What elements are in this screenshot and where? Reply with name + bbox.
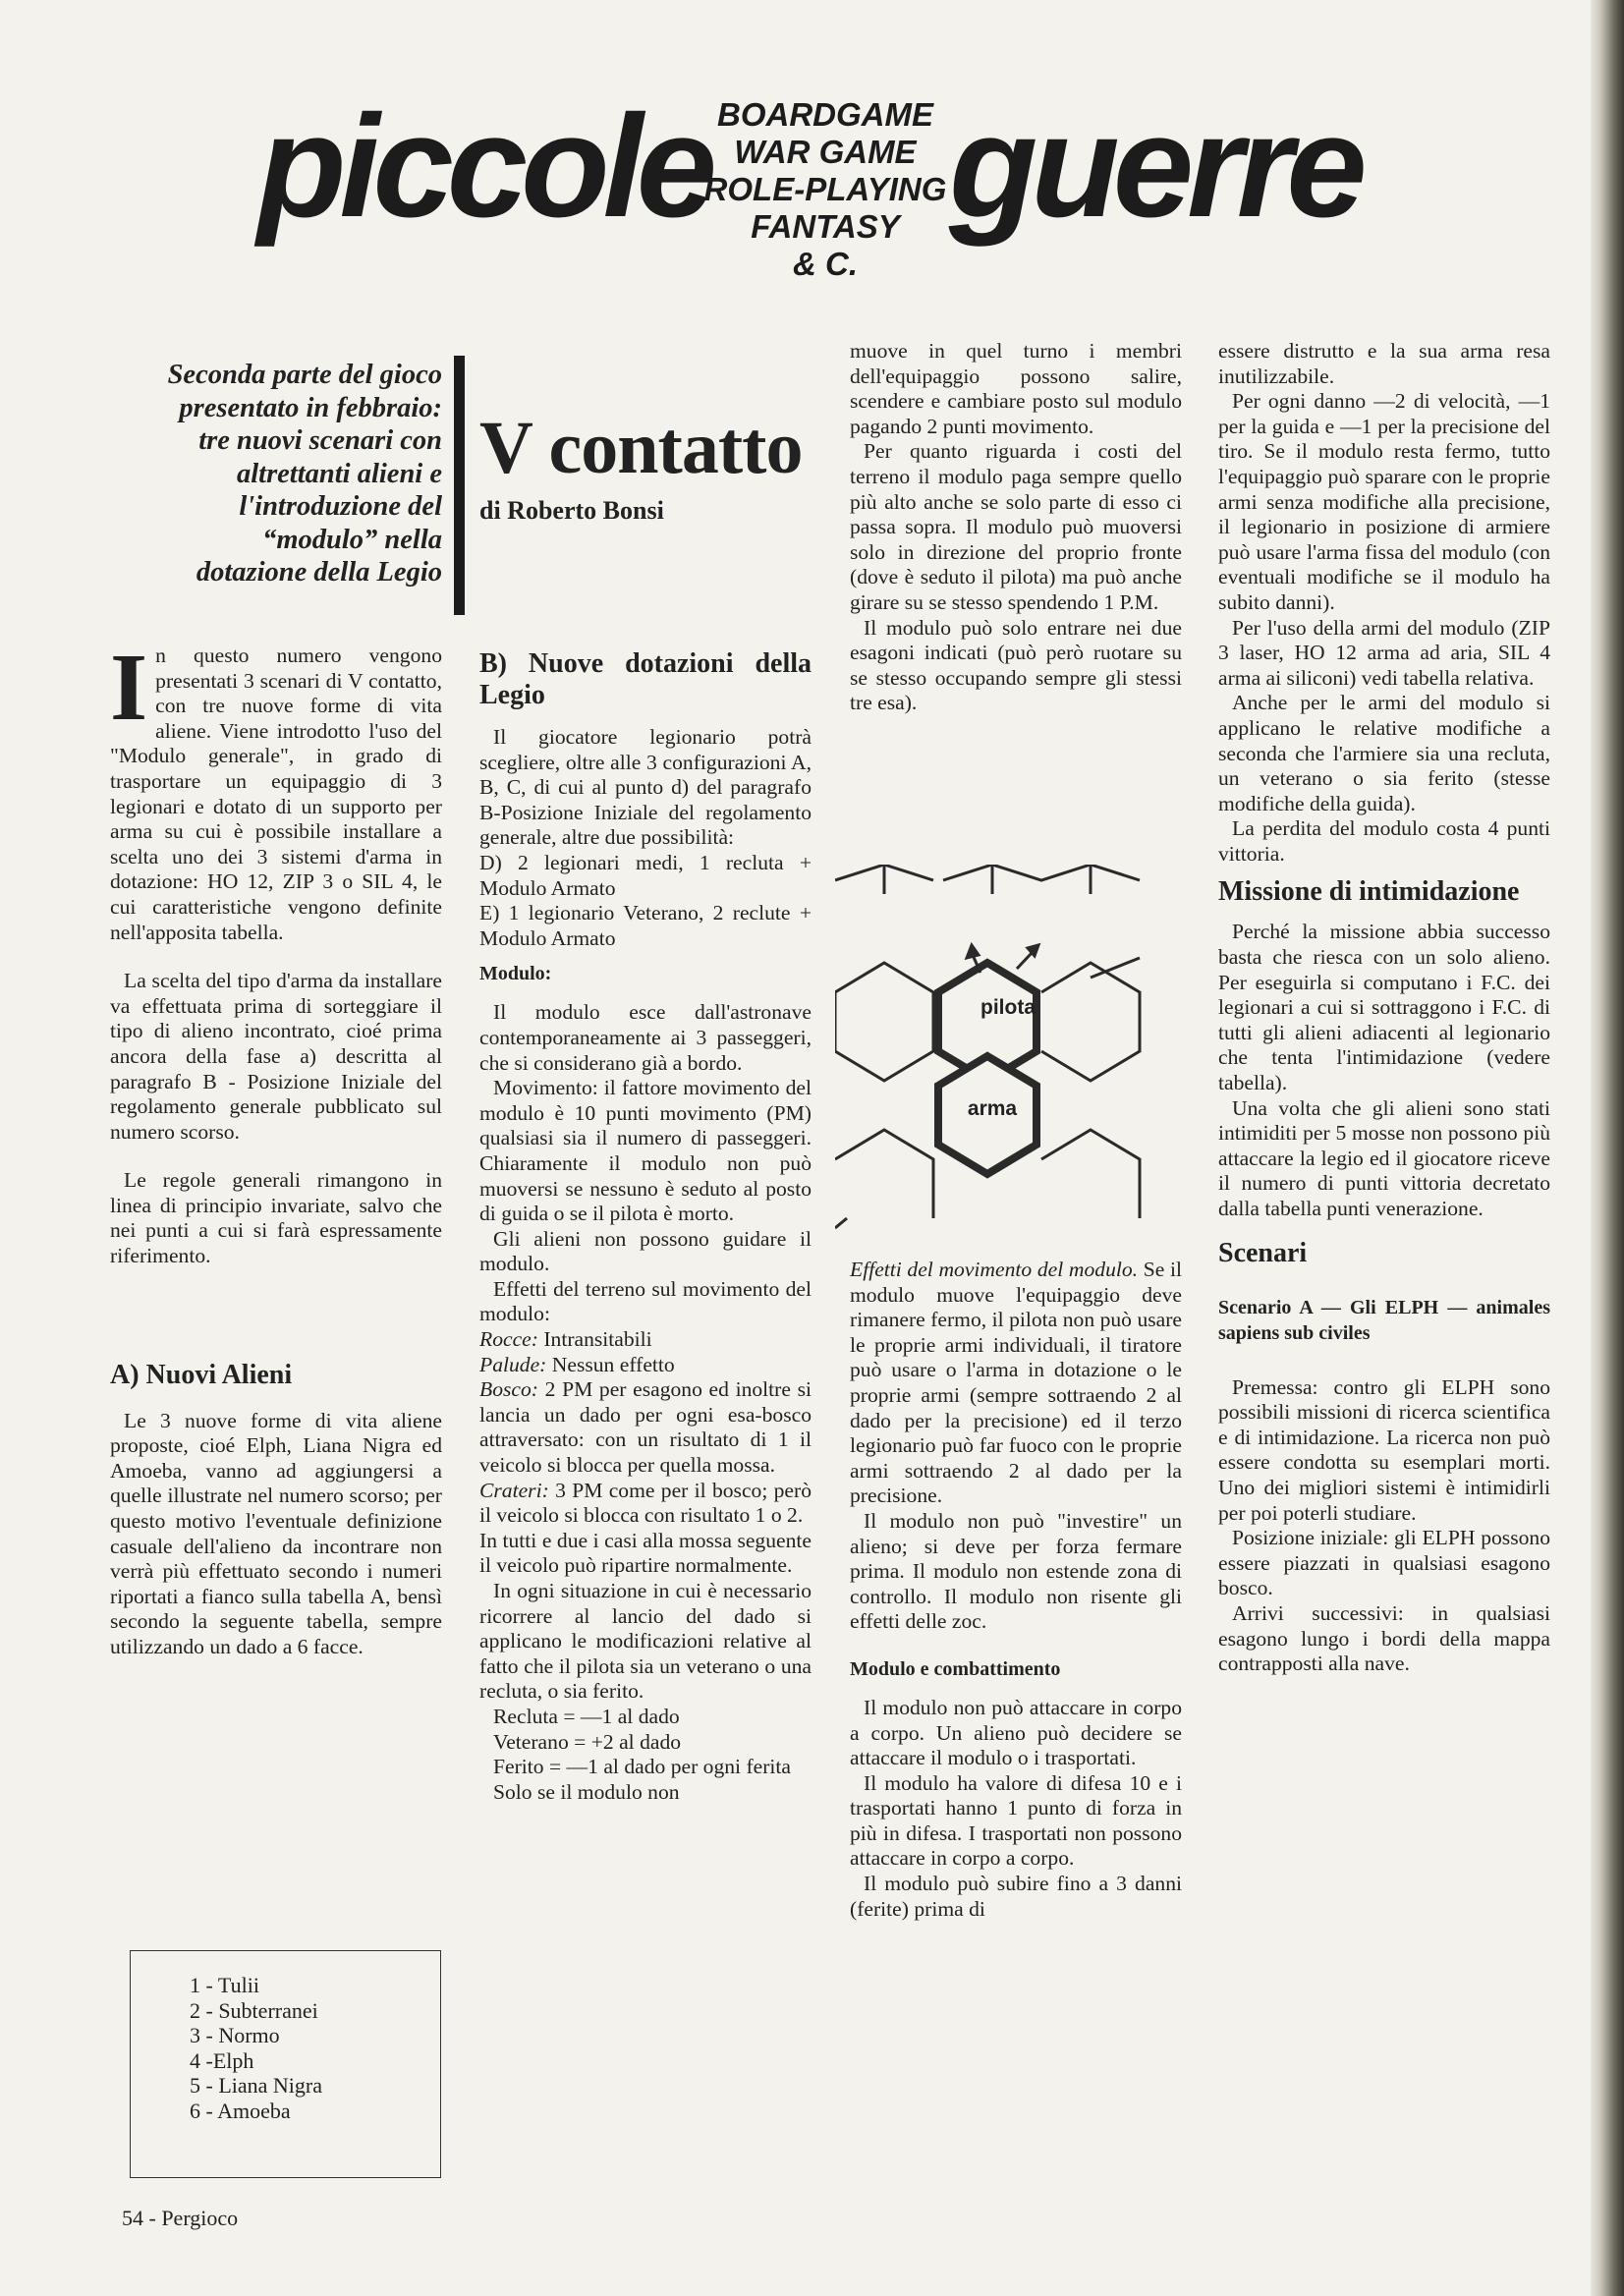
header-category-tags [678,96,973,283]
page-footer: 54 - Pergioco [122,2206,239,2230]
header-title-left: piccole [257,85,710,248]
col3-paragraph: Il modulo può solo entrare nei due esagoni indicati (può però ruotare su se stesso occupando sempre gli stessi tre esa). [850,615,1182,715]
intro-divider-bar [454,356,465,615]
column-3-lower [850,1258,1182,1922]
col2-paragraph: In tutti e due i casi alla mossa seguente il veicolo può ripartire normalmente. [479,1528,812,1578]
diagram-caption: Effetti del movimento del modulo. [850,1258,1139,1281]
col1-paragraph: La scelta del tipo d'arma da installare va effettuata prima di sorteggiare il tipo di alieno incontrato, cioé prima ancora della fase a) descritta al paragrafo B - Posizione Iniziale del regolamento generale pubblicato sul numero scorso. [110,969,442,1144]
section-heading-modulo: Modulo: [479,963,552,985]
col3-paragraph: Il modulo ha valore di difesa 10 e i trasportati hanno 1 punto di forza in più in difesa. I trasportati non possono attaccare in corpo a corpo. [850,1770,1182,1871]
section-heading-scenario-a: Scenario A — Gli ELPH — animales sapiens sub civiles [1218,1296,1550,1344]
terrain-palude: Palude: Nessun effetto [479,1352,675,1376]
col2-paragraph: Il modulo esce dall'astronave contemporaneamente ai 3 passeggeri, che si considerano già a bordo. [479,1000,812,1075]
col3-paragraph: Il modulo non può attaccare in corpo a corpo. Un alieno può decidere se attaccare il modulo o i trasportati. [850,1695,1182,1770]
tag-fantasy: FANTASY [751,208,900,245]
section-heading-scenari: Scenari [1218,1237,1308,1268]
alien-table-row: 2 - Subterranei [190,1997,318,2023]
col2-paragraph: Il giocatore legionario potrà scegliere, oltre alle 3 configurazioni A, B, C, di cui al punto d) del paragrafo B-Posizione Iniziale del regolamento generale, altre due possibilità: [479,725,812,850]
hex-cell [835,963,933,1081]
terrain-crateri: Crateri: 3 PM come per il bosco; però il veicolo si blocca con risultato 1 o 2. [479,1478,812,1528]
hex-edge [1041,1130,1140,1218]
col3-paragraph: Il modulo può subire fino a 3 danni (ferite) prima di [850,1872,1182,1921]
col4-paragraph: essere distrutto e la sua arma resa inutilizzabile. [1218,339,1550,388]
col1-paragraph: Le regole generali rimangono in linea di principio invariate, salvo che nei punti a cui si farà espressamente riferimento. [110,1168,442,1268]
terrain-rocce: Rocce: Intransitabili [479,1327,652,1352]
alien-table-row: 4 -Elph [190,2047,254,2073]
terrain-bosco: Bosco: 2 PM per esagono ed inoltre si lancia un dado per ogni esa-bosco attraversato: con un risultato di 1 il veicolo si blocca per quella mossa. [479,1377,812,1478]
tag-wargame: WAR GAME [734,134,917,170]
col4-paragraph: Perché la missione abbia successo basta che riesca con un solo alieno. Per eseguirla si computano i F.C. dei legionari a cui si sottraggono i F.C. di tutti gli alieni adiacenti al legionario che tenta l'intimidazione (vedere tabella). [1218,920,1550,1095]
col4-paragraph: Posizione iniziale: gli ELPH possono essere piazzati in qualsiasi esagono bosco. [1218,1526,1550,1600]
col2-paragraph: E) 1 legionario Veterano, 2 reclute + Modulo Armato [479,901,812,950]
col2-paragraph: In ogni situazione in cui è necessario ricorrere al lancio del dado si applicano le modificazioni relative al fatto che il pilota sia un veterano o una recluta, o sia ferito. [479,1579,812,1704]
page-binding-edge [1591,0,1624,2296]
col4-paragraph: Arrivi successivi: in qualsiasi esagono lungo i bordi della mappa contrapposti alla nave. [1218,1600,1550,1676]
hex-cell [1041,963,1140,1081]
alien-table-row: 1 - Tulii [190,1973,259,1997]
hex-edge [835,1218,847,1228]
section-heading-dotazioni: B) Nuove dotazioni della Legio [479,648,812,710]
col1-paragraph: Le 3 nuove forme di vita aliene proposte, cioé Elph, Liana Nigra ed Amoeba, vanno ad aggiungersi a quelle illustrate nel numero scorso; per questo motivo l'eventuale definizione casuale dell'alieno da incontrare non verrà più effettuato secondo i numeri riportati a fianco sulla tabella A, bensì secondo la seguente tabella, sempre utilizzando un dado a 6 facce. [110,1408,442,1658]
header-title-right: guerre [949,85,1361,248]
article-title: V contatto [479,407,803,489]
col2-paragraph: Effetti del terreno sul movimento del modulo: [479,1276,812,1326]
tag-etc: & C. [793,246,858,282]
col2-paragraph: D) 2 legionari medi, 1 recluta + Modulo Armato [479,850,812,900]
col2-paragraph: Movimento: il fattore movimento del modulo è 10 punti movimento (PM) qualsiasi sia il numero di passeggeri. Chiaramente il modulo non può muoversi se nessuno è seduto al posto di guida o se il pilota è morto. [479,1076,812,1226]
column-4 [1218,339,1550,1677]
col2-paragraph: Solo se il modulo non [493,1779,680,1804]
col4-paragraph: Premessa: contro gli ELPH sono possibili missioni di ricerca scientifica e di intimidazione. La ricerca non può essere condotta su esemplari morti. Uno dei migliori sistemi è intimidirli per poi poterli studiare. [1218,1374,1550,1525]
col3-paragraph: muove in quel turno i membri dell'equipaggio possono salire, scendere e cambiare posto sul modulo pagando 2 punti movimento. [850,339,1182,438]
alien-table-row: 6 - Amoeba [190,2098,291,2123]
modifier-recluta: Recluta = —1 al dado [493,1704,680,1728]
col1-paragraph: n questo numero vengono presentati 3 scenari di V contatto, con tre nuove forme di vita aliene. Viene introdotto l'uso del "Modulo generale", in grado di trasportare un equipaggio di 3 legionari e dotato di un supporto per arma su cui è possibile installare a scelta uno dei 3 sistemi d'arma in dotazione: HO 12, ZIP 3 o SIL 4, le cui caratteristiche vengono definite nell'apposita tabella. [110,644,442,944]
alien-table-row: 3 - Normo [190,2023,280,2047]
col4-paragraph: Per ogni danno —2 di velocità, —1 per la guida e —1 per la precisione del tiro. Se il modulo resta fermo, tutto l'equipaggio può sparare con le proprie armi senza modifiche alla precisione, il legionario in posizione di armiere può usare l'arma fissa del modulo (con eventuali modifiche se il modulo ha subito danni). [1218,389,1550,614]
col3-paragraph: Effetti del movimento del modulo. Se il modulo muove l'equipaggio deve rimanere fermo, il pilota non può usare le proprie armi individuali, il tiratore può usare o l'arma in dotazione o le proprie armi (sempre sottraendo 2 al dado per la precisione) ed il terzo legionario può far fuoco con le proprie armi sottraendo 2 al dado per la precisione. [850,1258,1182,1508]
article-intro: Seconda parte del gioco presentato in febbraio: tre nuovi scenari con altrettanti alieni e l'introduzione del “modulo” nella dotazione della Legio [167,360,442,588]
magazine-header [0,0,1624,324]
tag-roleplaying: ROLE-PLAYING [703,171,947,207]
pilota-label: pilota [980,996,1036,1019]
column-1 [110,635,442,1660]
section-heading-combattimento: Modulo e combattimento [850,1657,1061,1680]
hex-edge [835,1130,933,1218]
hex-edge [943,865,1140,880]
col3-paragraph: Per quanto riguarda i costi del terreno il modulo paga sempre quello più alto anche se solo parte di esso ci passa sopra. Il modulo può muoversi solo in direzione del proprio fronte (dove è seduto il pilota) ma può anche girare su se stesso spendendo 1 P.M. [850,439,1182,614]
tag-boardgame: BOARDGAME [717,96,933,133]
arma-label: arma [967,1097,1018,1120]
col2-paragraph: Gli alieni non possono guidare il modulo. [479,1226,812,1276]
modifier-veterano: Veterano = +2 al dado [493,1729,682,1754]
column-3 [850,339,1182,716]
modifier-ferito: Ferito = —1 al dado per ogni ferita [493,1755,792,1779]
drop-cap: I [110,635,148,741]
section-heading-aliens: A) Nuovi Alieni [110,1359,293,1390]
arrow-head-icon [967,945,979,958]
col4-paragraph: Anche per le armi del modulo si applicano le relative modifiche a seconda che l'armiere sia una recluta, un veterano o sia ferito (stesse modifiche della guida). [1218,691,1550,815]
alien-table [130,1950,441,2178]
col4-paragraph: Per l'uso della armi del modulo (ZIP 3 laser, HO 12 arma ad aria, SIL 4 arma ai siliconi) vedi tabella relativa. [1218,615,1550,690]
column-2 [479,648,812,1805]
section-heading-missione: Missione di intimidazione [1218,876,1520,908]
col3-paragraph: Il modulo non può "investire" un alieno; si deve per forza fermare prima. Il modulo non estende zona di controllo. Il modulo non risente gli effetti delle zoc. [850,1508,1182,1634]
col4-paragraph: La perdita del modulo costa 4 punti vittoria. [1218,816,1550,866]
article-byline: di Roberto Bonsi [479,496,664,525]
col4-paragraph: Una volta che gli alieni sono stati intimiditi per 5 mosse non possono più attaccare la legio ed il giocatore riceve il numero di punti vittoria decretato dalla tabella punti venerazione. [1218,1095,1550,1220]
hex-movement-diagram [835,865,1184,1248]
arrow-icon [1017,953,1032,969]
alien-table-row: 5 - Liana Nigra [190,2073,322,2098]
